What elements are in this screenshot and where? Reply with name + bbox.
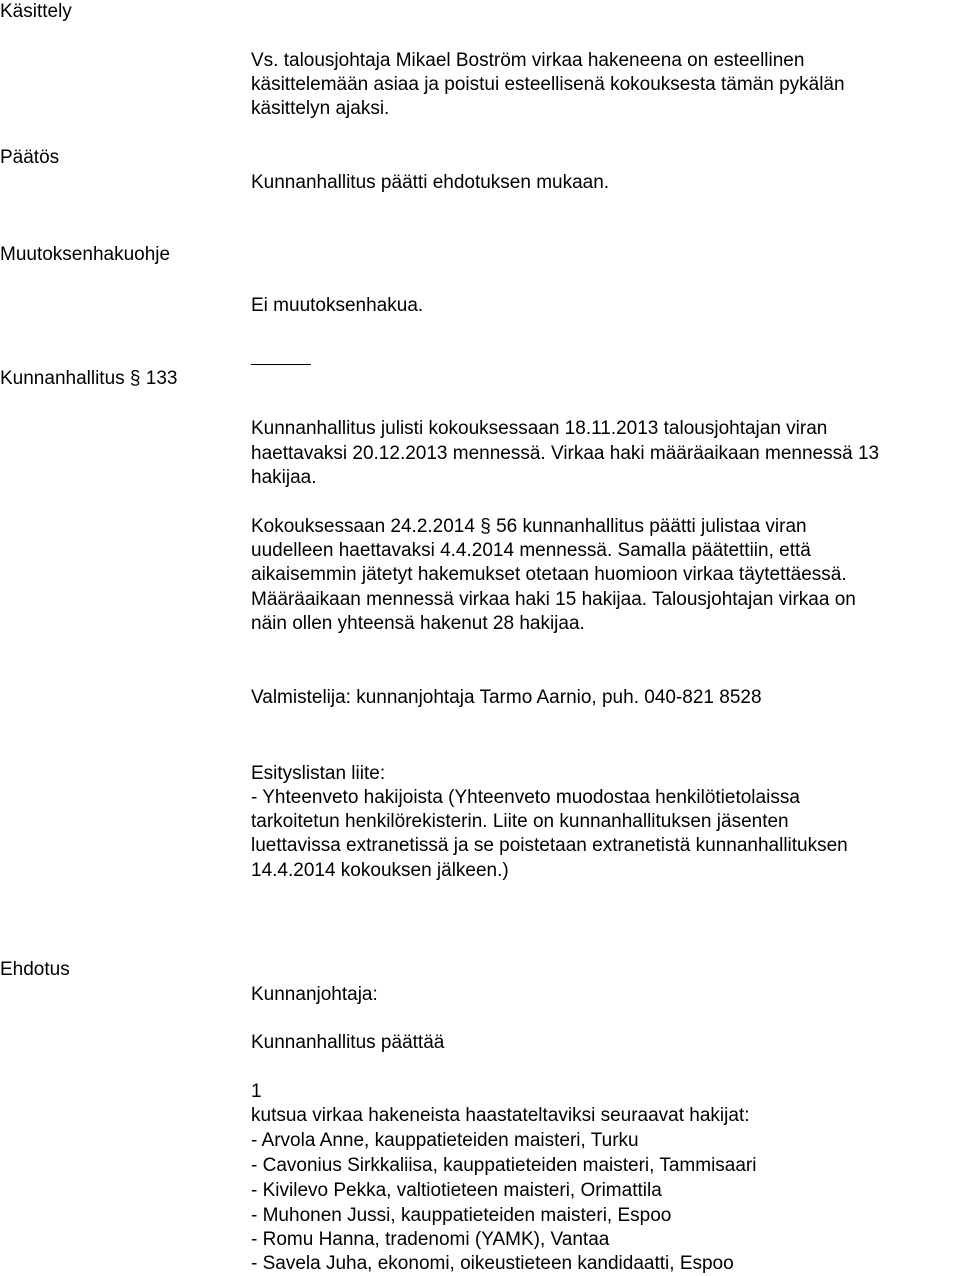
ehdotus-intro: Kunnanhallitus päättää — [251, 1032, 445, 1053]
label-ehdotus: Ehdotus — [0, 959, 70, 980]
liite-line-1: - Yhteenveto hakijoista (Yhteenveto muodostaa henkilötietolaissa — [251, 787, 800, 808]
applicant-item: - Arvola Anne, kauppatieteiden maisteri, Turku — [251, 1130, 639, 1151]
item-text: kutsua virkaa hakeneista haastateltaviksi seuraavat hakijat: — [251, 1105, 750, 1126]
para1-line-2: haettavaksi 20.12.2013 mennessä. Virkaa haki määräaikaan mennessä 13 — [251, 443, 880, 464]
kasittely-line-1: Vs. talousjohtaja Mikael Boström virkaa hakeneena on esteellinen — [251, 50, 805, 71]
applicant-item: - Romu Hanna, tradenomi (YAMK), Vantaa — [251, 1229, 610, 1250]
para1-line-1: Kunnanhallitus julisti kokouksessaan 18.11.2013 talousjohtajan viran — [251, 418, 828, 439]
kasittely-line-2: käsittelemään asiaa ja poistui esteellisenä kokouksesta tämän pykälän — [251, 74, 845, 95]
liite-line-4: 14.4.2014 kokouksen jälkeen.) — [251, 860, 509, 881]
ehdotus-author: Kunnanjohtaja: — [251, 984, 378, 1005]
label-section-133: Kunnanhallitus § 133 — [0, 368, 178, 389]
para2-line-2: uudelleen haettavaksi 4.4.2014 mennessä. Samalla päätettiin, että — [251, 540, 811, 561]
label-paatos: Päätös — [0, 147, 60, 168]
item-number: 1 — [251, 1081, 262, 1102]
applicant-item: - Cavonius Sirkkaliisa, kauppatieteiden maisteri, Tammisaari — [251, 1155, 757, 1176]
applicant-item: - Muhonen Jussi, kauppatieteiden maisteri, Espoo — [251, 1205, 672, 1226]
para1-line-3: hakijaa. — [251, 467, 317, 488]
label-muutoksenhakuohje: Muutoksenhakuohje — [0, 244, 171, 265]
muutoksenhaku-text: Ei muutoksenhakua. — [251, 295, 424, 316]
liite-line-2: tarkoitetun henkilörekisterin. Liite on kunnanhallituksen jäsenten — [251, 811, 789, 832]
kasittely-line-3: käsittelyn ajaksi. — [251, 98, 390, 119]
para2-line-5: näin ollen yhteensä hakenut 28 hakijaa. — [251, 613, 585, 634]
paatos-text: Kunnanhallitus päätti ehdotuksen mukaan. — [251, 172, 610, 193]
label-kasittely: Käsittely — [0, 1, 72, 22]
para2-line-4: Määräaikaan mennessä virkaa haki 15 hakijaa. Talousjohtajan virkaa on — [251, 589, 856, 610]
section-divider — [251, 364, 311, 365]
para2-line-1: Kokouksessaan 24.2.2014 § 56 kunnanhallitus päätti julistaa viran — [251, 516, 807, 537]
applicant-item: - Savela Juha, ekonomi, oikeustieteen kandidaatti, Espoo — [251, 1253, 734, 1274]
liite-title: Esityslistan liite: — [251, 763, 386, 784]
liite-line-3: luettavissa extranetissä ja se poistetaan extranetistä kunnanhallituksen — [251, 835, 848, 856]
valmistelija-text: Valmistelija: kunnanjohtaja Tarmo Aarnio, puh. 040-821 8528 — [251, 687, 762, 708]
para2-line-3: aikaisemmin jätetyt hakemukset otetaan huomioon virkaa täytettäessä. — [251, 564, 847, 585]
applicant-item: - Kivilevo Pekka, valtiotieteen maisteri, Orimattila — [251, 1180, 662, 1201]
